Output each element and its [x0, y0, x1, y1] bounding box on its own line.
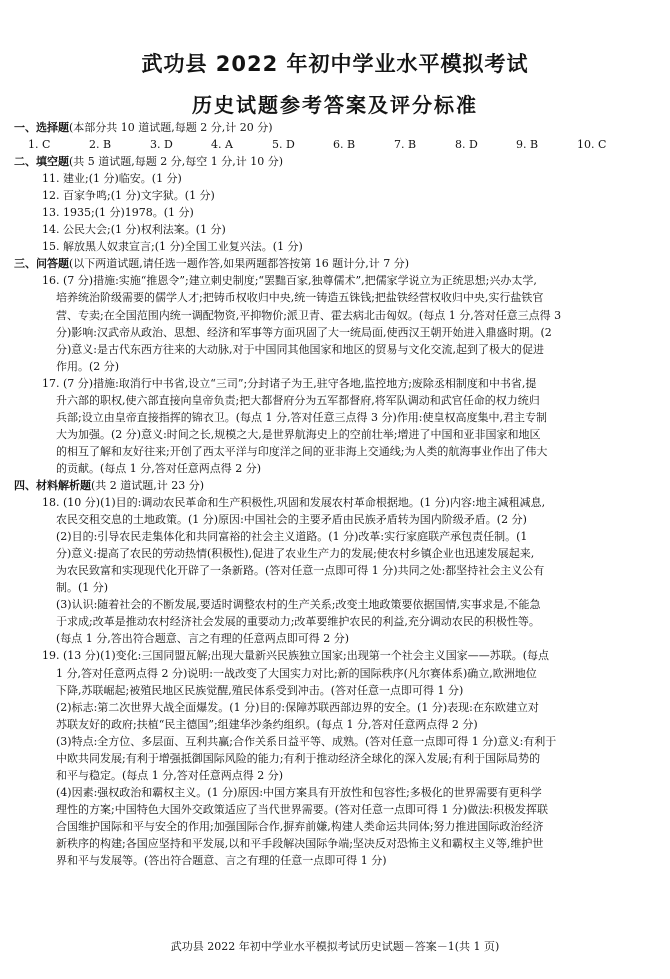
- section-note: (以下两道试题,请任选一题作答,如果两题都答按第 16 题计分,计 7 分): [69, 257, 410, 271]
- section-title: 一、选择题: [14, 121, 69, 134]
- q16-line: 作用。(2 分): [56, 359, 120, 373]
- q19-line: 理性的方案;中国特色大国外交政策适应了当代世界需要。(答对任意一点即可得 1 分)做法:积极发挥联: [56, 802, 548, 816]
- mc-answer: 10. C: [577, 138, 607, 152]
- q19-line: (3)特点:全方位、多层面、互利共赢;合作关系日益平等、成熟。(答对任意一点即可得 1 分)意义:有利于: [56, 734, 557, 748]
- section-heading-qa: [14, 255, 658, 272]
- mc-answer: 7. B: [394, 138, 417, 152]
- fill-answer: 12. 百家争鸣;(1 分)文字狱。(1 分): [42, 189, 215, 203]
- q19-line: 19. (13 分)(1)变化:三国同盟瓦解;出现大量新兴民族独立国家;出现第一个社会主义国家——苏联。(每点: [42, 649, 550, 663]
- exam-title: 武功县 2022 年初中学业水平模拟考试: [141, 52, 529, 76]
- answer-content: [14, 119, 658, 869]
- q18-line: 分)意义:提高了农民的劳动热情(积极性),促进了农业生产力的发展;使农村乡镇企业也迅速发展起来,: [56, 547, 535, 561]
- fill-answer: 13. 1935;(1 分)1978。(1 分): [42, 206, 194, 220]
- section-note: (本部分共 10 道试题,每题 2 分,计 20 分): [69, 121, 273, 134]
- q19-line: 苏联友好的政府;扶植“民主德国”;组建华沙条约组织。(每点 1 分,答对任意两点得 2 分): [56, 717, 478, 731]
- section-title: 四、材料解析题: [14, 478, 91, 492]
- mc-answer: 2. B: [89, 138, 112, 152]
- q18-line: 18. (10 分)(1)目的:调动农民革命和生产积极性,巩固和发展农村革命根据地。(1 分)内容:地主减租减息,: [42, 496, 546, 510]
- q16-line: 营、专卖;在全国范围内统一调配物资,平抑物价;派卫青、霍去病北击匈奴。(每点 1 分,答对任意三点得 3: [56, 308, 562, 322]
- q19-line: 中欧共同发展;有利于增强抵御国际风险的能力;有利于推动经济全球化的深入发展;有利于国际局势的: [56, 751, 541, 765]
- q16-line: 培养统治阶级需要的儒学人才;把铸币权收归中央,统一铸造五铢钱;把盐铁经营权收归中央,实行盐铁官: [56, 291, 544, 305]
- q16-line: 16. (7 分)措施:实施“推恩令”;建立刺史制度;“罢黜百家,独尊儒术”,把儒家学说立为正统思想;兴办太学,: [42, 274, 537, 288]
- q19-line: 和平与稳定。(每点 1 分,答对任意两点得 2 分): [56, 768, 284, 782]
- q19-line: 1 分,答对任意两点得 2 分)说明:一战改变了大国实力对比;新的国际秩序(凡尔赛体系)确立,欧洲地位: [56, 666, 537, 680]
- mc-answer-row: [14, 136, 658, 153]
- fill-answer: 15. 解放黑人奴隶宣言;(1 分)全国工业复兴法。(1 分): [42, 240, 303, 254]
- q17-line: 17. (7 分)措施:取消行中书省,设立“三司”;分封诸子为王,驻守各地,监控地方;废除丞相制度和中书省,提: [42, 376, 537, 390]
- mc-answer: 4. A: [211, 138, 233, 152]
- section-heading-choice: [14, 119, 658, 136]
- q17-line: 大为加强。(2 分)意义:时间之长,规模之大,是世界航海史上的空前壮举;增进了中国和亚非国家和地区: [56, 427, 541, 441]
- q18-line: (3)认识:随着社会的不断发展,要适时调整农村的生产关系;改变土地政策要依据国情,实事求是,不能急: [56, 598, 541, 612]
- mc-answer: 3. D: [150, 138, 173, 152]
- page-footer: 武功县 2022 年初中学业水平模拟考试历史试题－答案－1(共 1 页): [170, 940, 500, 953]
- section-note: (共 5 道试题,每题 2 分,每空 1 分,计 10 分): [69, 155, 284, 169]
- section-heading-analysis: [14, 477, 658, 494]
- q18-line: 为农民致富和实现现代化开辟了一条新路。(答对任意一点即可得 1 分)共同之处:都坚持社会主义公有: [56, 564, 545, 578]
- fill-answer: 11. 建业;(1 分)临安。(1 分): [42, 172, 182, 186]
- q19-line: (2)标志:第二次世界大战全面爆发。(1 分)目的:保障苏联西部边界的安全。(1 分)表现:在东欧建立对: [56, 700, 539, 714]
- q19-line: 合国维护国际和平与安全的作用;加强国际合作,摒弃前嫌,构建人类命运共同体;努力推进国际政治经济: [56, 819, 544, 833]
- q17-line: 兵部;设立由皇帝直接指挥的锦衣卫。(每点 1 分,答对任意三点得 3 分)作用:使皇权高度集中,君主专制: [56, 410, 547, 424]
- mc-answer: 5. D: [272, 138, 295, 152]
- fill-answer: 14. 公民大会;(1 分)权利法案。(1 分): [42, 223, 226, 237]
- q18-line: (2)目的:引导农民走集体化和共同富裕的社会主义道路。(1 分)改革:实行家庭联产承包责任制。(1: [56, 530, 528, 544]
- q18-line: (每点 1 分,答出符合题意、言之有理的任意两点即可得 2 分): [56, 632, 350, 646]
- q16-line: 分)影响:汉武帝从政治、思想、经济和军事等方面巩固了大一统局面,使西汉王朝开始进入鼎盛时期。(2: [56, 325, 552, 339]
- section-note: (共 2 道试题,计 23 分): [91, 478, 205, 492]
- q16-line: 分)意义:是古代东西方往来的大动脉,对于中国同其他国家和地区的贸易与文化交流,起到了极大的促进: [56, 342, 544, 356]
- q19-line: 下降,苏联崛起;被殖民地区民族觉醒,殖民体系受到冲击。(答对任意一点即可得 1 分): [56, 683, 464, 697]
- q19-line: 界和平与发展等。(答出符合题意、言之有理的任意一点即可得 1 分): [56, 854, 387, 868]
- q18-line: 于求成;改革是推动农村经济社会发展的重要动力;改革要维护农民的利益,充分调动农民的积极性等。: [56, 615, 540, 629]
- q17-line: 的相互了解和友好往来;开创了西太平洋与印度洋之间的亚非海上交通线;为人类的航海事业作出了伟大: [56, 444, 548, 458]
- section-heading-fill: [14, 153, 658, 170]
- exam-subtitle: 历史试题参考答案及评分标准: [192, 93, 478, 117]
- mc-answer: 1. C: [28, 138, 51, 152]
- section-title: 二、填空题: [14, 155, 69, 169]
- q19-line: (4)因素:强权政治和霸权主义。(1 分)原因:中国方案具有开放性和包容性;多极化的世界需要有更科学: [56, 785, 542, 799]
- q17-line: 升六部的职权,使六部直接向皇帝负责;把大都督府分为五军都督府,将军队调动和武官任命的权力统归: [56, 393, 540, 407]
- mc-answer: 6. B: [333, 138, 356, 152]
- q17-line: 的贡献。(每点 1 分,答对任意两点得 2 分): [56, 461, 262, 475]
- q18-line: 农民交租交息的土地政策。(1 分)原因:中国社会的主要矛盾由民族矛盾转为国内阶级矛盾。(2 分): [56, 513, 527, 527]
- mc-answer: 8. D: [455, 138, 478, 152]
- mc-answer: 9. B: [516, 138, 539, 152]
- section-title: 三、问答题: [14, 257, 69, 271]
- q19-line: 新秩序的构建;各国应坚持和平发展,以和平手段解决国际争端;坚决反对恐怖主义和霸权主义等,维护世: [56, 836, 544, 850]
- q18-line: 制。(1 分): [56, 581, 109, 595]
